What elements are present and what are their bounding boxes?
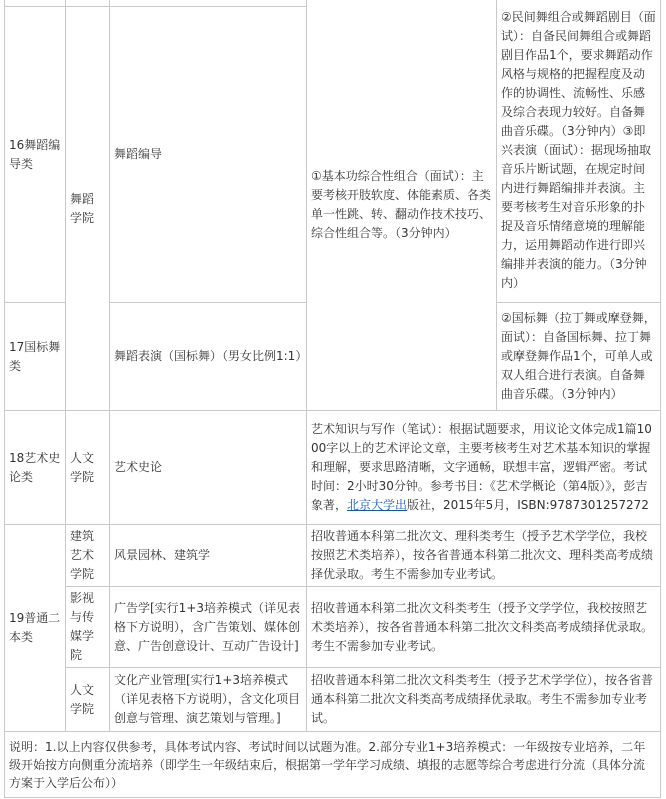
major-label: 广告学[实行1+3培养模式（详见表格下方说明），含广告策划、媒体创意、广告创意设计、互动广告设计] bbox=[114, 600, 301, 653]
college-label: 建筑艺术学院 bbox=[70, 529, 95, 581]
college-label: 人文学院 bbox=[70, 682, 95, 716]
major-cell bbox=[110, 411, 307, 525]
major-cell bbox=[110, 587, 307, 668]
category-label: 16舞蹈编导类 bbox=[9, 137, 61, 171]
exam-text: 艺术知识与写作（笔试）：根据试题要求，用议论文体完成1篇1000字以上的艺术评论文章，主要考核考生对艺术基本知识的掌握和理解，要求思路清晰，文字通畅，联想丰富，逻辑严密。考试时间：2小时30分钟。参考书目：《艺术学概论（第4版）》，彭吉象著， bbox=[311, 422, 652, 512]
exam-text: ②民间舞组合或舞蹈剧目（面试）：自备民间舞组合或舞蹈剧目作品1个，要求舞蹈动作风格与规格的把握程度及动作的协调性、流畅性、乐感及综合表现力较好。自备舞曲音乐碟。（3分钟内）③即兴表演（面试）：据现场抽取音乐片断试题，在规定时间内进行舞蹈编排并表演。主要考核考生对音乐形象的扑捉及音乐情绪意境的理解能力，运用舞蹈动作进行即兴编排并表演的能力。（3分钟内） bbox=[501, 10, 656, 290]
table-row bbox=[5, 411, 661, 525]
exam-cell-16-b bbox=[497, 0, 661, 303]
college-cell bbox=[66, 587, 110, 668]
major-label: 舞蹈编导 bbox=[114, 147, 163, 161]
note-cell bbox=[5, 732, 661, 798]
exam-cell-17-b bbox=[497, 303, 661, 411]
major-label: 文化产业管理[实行1+3培养模式（详见表格下方说明），含文化项目创意与管理、演艺策划与管理。] bbox=[114, 673, 301, 725]
publisher-link[interactable]: 北京大学出 bbox=[347, 498, 408, 512]
college-label: 影视与传媒学院 bbox=[70, 591, 95, 662]
category-cell bbox=[5, 7, 66, 303]
exam-text: 招收普通本科第二批次文科类考生（授予文学学位，我校按照艺术类培养），按各省普通本科第二批次文科类高考成绩择优录取。考生不需参加专业考试。 bbox=[311, 600, 654, 653]
exam-cell bbox=[307, 411, 661, 525]
category-label: 19普通二本类 bbox=[9, 611, 61, 644]
exam-text: ②国标舞（拉丁舞或摩登舞，面试）：自备国标舞、拉丁舞或摩登舞作品1个，可单人或双人组合进行表演。自备舞曲音乐碟。（3分钟内） bbox=[501, 311, 656, 401]
table-row bbox=[5, 668, 661, 732]
table-row bbox=[5, 525, 661, 587]
category-cell bbox=[5, 303, 66, 411]
exam-cell bbox=[307, 668, 661, 732]
college-label: 人文学院 bbox=[70, 450, 95, 484]
exam-text: 招收普通本科第二批次文科类考生（授予艺术学学位），按各省普通本科第二批次文科类高考成绩择优录取。考生不需参加专业考试。 bbox=[311, 673, 654, 725]
category-label: 18艺术史论类 bbox=[9, 450, 61, 484]
major-label: 舞蹈表演（国标舞）（男女比例1:1） bbox=[114, 349, 308, 363]
table-row bbox=[5, 732, 661, 798]
major-cell bbox=[110, 668, 307, 732]
exam-text: ①基本功综合性组合（面试）：主要考核开肢软度、体能素质、各类单一性跳、转、翻动作技术技巧、综合性组合等。（3分钟内） bbox=[311, 168, 492, 240]
college-cell bbox=[66, 668, 110, 732]
exam-cell bbox=[307, 587, 661, 668]
category-cell bbox=[5, 525, 66, 732]
note-text: 说明：1.以上内容仅供参考，具体考试内容、考试时间以试题为准。2.部分专业1+3培养模式：一年级按专业培养，二年级开始按方向侧重分流培养（即学生一年级结束后，根据第一学年学习成绩、填报的志愿等综合考虑进行分流（具体分流方案于入学后公布）） bbox=[9, 739, 646, 790]
table-row bbox=[5, 587, 661, 668]
admission-table bbox=[4, 0, 661, 798]
major-cell bbox=[110, 7, 307, 303]
major-cell bbox=[110, 303, 307, 411]
college-label: 舞蹈学院 bbox=[70, 191, 95, 225]
exam-cell bbox=[307, 525, 661, 587]
exam-cell-16-17 bbox=[307, 0, 497, 411]
college-cell bbox=[66, 411, 110, 525]
college-cell bbox=[66, 7, 110, 411]
college-cell bbox=[66, 525, 110, 587]
exam-text: 招收普通本科第二批次文、理科类考生（授予艺术学学位，我校按照艺术类培养），按各省普通本科第二批次文、理科类高考成绩择优录取。考生不需参加专业考试。 bbox=[311, 529, 654, 581]
exam-text-cont: 版社，2015年5月，ISBN:9787301257272 bbox=[407, 498, 649, 512]
major-label: 艺术史论 bbox=[114, 460, 163, 474]
category-cell bbox=[5, 411, 66, 525]
major-label: 风景园林、建筑学 bbox=[114, 548, 211, 562]
major-cell bbox=[110, 525, 307, 587]
category-label: 17国标舞类 bbox=[9, 339, 61, 373]
